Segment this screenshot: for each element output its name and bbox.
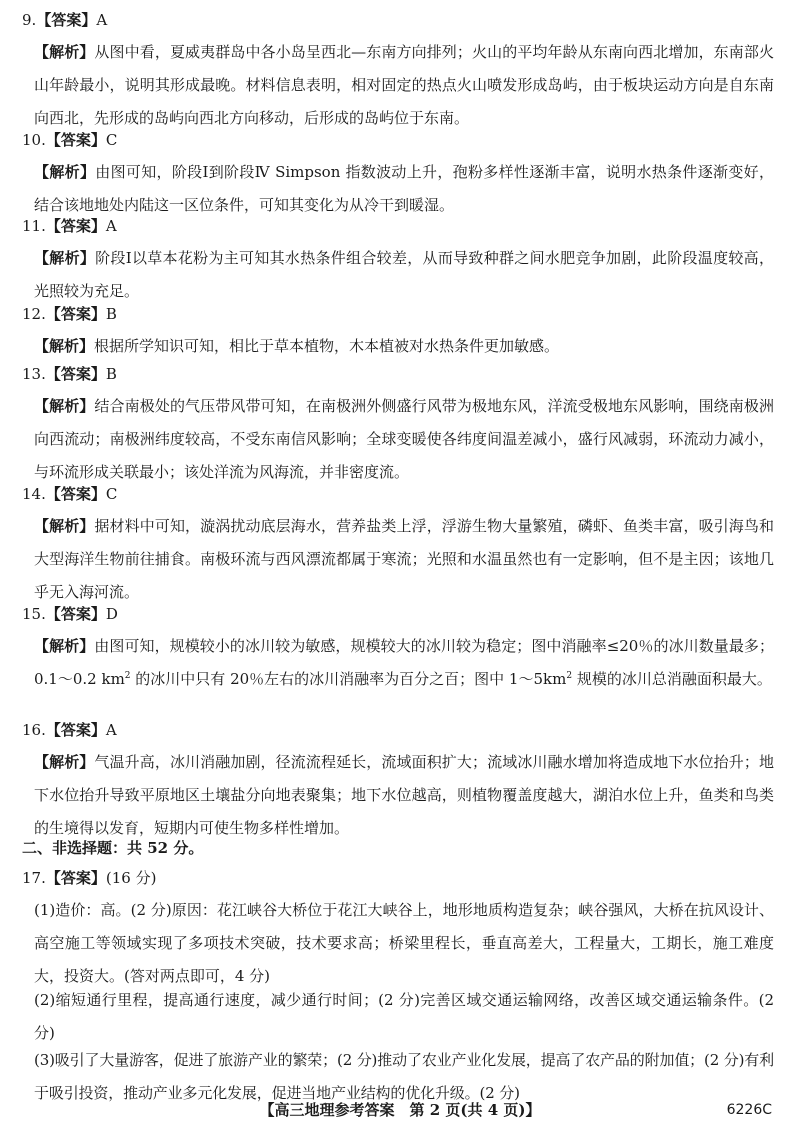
explanation-text: 结合南极处的气压带风带可知，在南极洲外侧盛行风带为极地东风，洋流受极地东风影响，围绕南极洲向西流动；南极洲纬度较高，不受东南信风影响；全球变暖使各纬度间温差减小，盛行风减弱，环流动力减小，与环流形成关联最小；该处洋流为风海流，并非密度流。 xyxy=(34,397,774,481)
explanation-tag: 【解析】 xyxy=(34,637,95,655)
answer-tag: 【答案】 xyxy=(45,721,106,739)
answer-tag: 【答案】 xyxy=(45,869,106,887)
section-title: 二、非选择题：共 52 分。 xyxy=(22,839,204,857)
question-17-answer xyxy=(22,868,156,888)
question-11-explanation xyxy=(34,242,774,308)
answer-tag: 【答案】 xyxy=(45,217,106,235)
answer-tag: 【答案】 xyxy=(45,131,106,149)
question-10-answer xyxy=(22,130,117,150)
page-footer-code: 6226C xyxy=(726,1102,772,1118)
answer-choice: C xyxy=(105,131,118,149)
answer-tag: 【答案】 xyxy=(45,605,106,623)
question-number: 15. xyxy=(22,605,46,623)
explanation-tag: 【解析】 xyxy=(34,249,96,267)
question-number: 9. xyxy=(22,11,37,29)
question-11-answer xyxy=(22,216,117,236)
question-16-explanation xyxy=(34,746,774,845)
answer-choice: C xyxy=(105,485,118,503)
question-10-explanation xyxy=(34,156,774,222)
question-number: 13. xyxy=(22,365,46,383)
explanation-tag: 【解析】 xyxy=(34,753,95,771)
question-12-answer xyxy=(22,304,117,324)
question-17-part-3: (3)吸引了大量游客，促进了旅游产业的繁荣；(2 分)推动了农业产业化发展，提高了农产品的附加值；(2 分)有利于吸引投资，推动产业多元化发展，促进当地产业结构的优化升级。(2 分) xyxy=(34,1051,774,1102)
question-16-answer xyxy=(22,720,117,740)
explanation-text: 气温升高，冰川消融加剧，径流流程延长，流域面积扩大；流域冰川融水增加将造成地下水位抬升；地下水位抬升导致平原地区土壤盐分向地表聚集；地下水位越高，则植物覆盖度越大，湖泊水位上升，鱼类和鸟类的生境得以发育，短期内可使生物多样性增加。 xyxy=(34,753,774,837)
question-17-part-1: (1)造价：高。(2 分)原因：花江峡谷大桥位于花江大峡谷上，地形地质构造复杂；峡谷强风，大桥在抗风设计、高空施工等领域实现了多项技术突破，技术要求高；桥梁里程长，垂直高差大，工程量大，工期长，施工难度大，投资大。(答对两点即可，4 分) xyxy=(34,901,774,985)
question-14-answer xyxy=(22,484,117,504)
explanation-text: 据材料中可知，漩涡扰动底层海水，营养盐类上浮，浮游生物大量繁殖，磷虾、鱼类丰富，吸引海鸟和大型海洋生物前往捕食。南极环流与西风漂流都属于寒流；光照和水温虽然也有一定影响，但不是主因；该地几乎无入海河流。 xyxy=(34,517,774,601)
question-13-answer xyxy=(22,364,117,384)
answer-choice: A xyxy=(96,11,108,29)
score-note: (16 分) xyxy=(105,869,157,887)
explanation-text: 的冰川中只有 20％左右的冰川消融率为百分之百；图中 1～5km xyxy=(130,670,567,688)
answer-choice: D xyxy=(105,605,118,623)
explanation-tag: 【解析】 xyxy=(34,43,95,61)
question-number: 12. xyxy=(22,305,46,323)
question-14-explanation xyxy=(34,510,774,609)
explanation-tag: 【解析】 xyxy=(34,397,95,415)
question-number: 16. xyxy=(22,721,46,739)
explanation-tag: 【解析】 xyxy=(34,337,95,355)
question-15-explanation xyxy=(34,630,774,696)
question-number: 11. xyxy=(22,217,46,235)
question-17-part-2: (2)缩短通行里程，提高通行速度，减少通行时间；(2 分)完善区域交通运输网络，改善区域交通运输条件。(2 分) xyxy=(34,991,774,1042)
page-footer-title: 【高三地理参考答案 第 2 页(共 4 页)】 xyxy=(259,1101,541,1119)
explanation-text: 从图中看，夏威夷群岛中各小岛呈西北—东南方向排列；火山的平均年龄从东南向西北增加，东南部火山年龄最小，说明其形成最晚。材料信息表明，相对固定的热点火山喷发形成岛屿，由于板块运动方向是自东南向西北，先形成的岛屿向西北方向移动，后形成的岛屿位于东南。 xyxy=(34,43,774,127)
answer-choice: A xyxy=(105,217,117,235)
answer-choice: A xyxy=(105,721,117,739)
question-9-answer xyxy=(22,10,107,30)
question-number: 10. xyxy=(22,131,46,149)
explanation-text: 根据所学知识可知，相比于草本植物，木本植被对水热条件更加敏感。 xyxy=(94,337,560,355)
explanation-text: 由图可知，规模较小的冰川较为敏感，规模较大的冰川较为稳定；图中消融率≤20％的冰川数量最多；0.1～0.2 km xyxy=(34,637,774,688)
question-number: 14. xyxy=(22,485,46,503)
answer-tag: 【答案】 xyxy=(36,11,97,29)
question-15-answer xyxy=(22,604,118,624)
answer-tag: 【答案】 xyxy=(45,485,106,503)
question-12-explanation xyxy=(34,330,774,363)
explanation-text: 阶段Ⅰ以草本花粉为主可知其水热条件组合较差，从而导致种群之间水肥竞争加剧，此阶段温度较高，光照较为充足。 xyxy=(34,249,774,300)
question-number: 17. xyxy=(22,869,46,887)
answer-tag: 【答案】 xyxy=(45,365,106,383)
answer-choice: B xyxy=(105,305,117,323)
answer-tag: 【答案】 xyxy=(45,305,106,323)
superscript: 2 xyxy=(566,671,573,681)
explanation-text: 规模的冰川总消融面积最大。 xyxy=(572,670,772,688)
explanation-tag: 【解析】 xyxy=(34,517,95,535)
superscript: 2 xyxy=(124,671,131,681)
explanation-tag: 【解析】 xyxy=(34,163,96,181)
question-9-explanation xyxy=(34,36,774,135)
question-13-explanation xyxy=(34,390,774,489)
answer-choice: B xyxy=(105,365,117,383)
explanation-text: 由图可知，阶段Ⅰ到阶段Ⅳ Simpson 指数波动上升，孢粉多样性逐渐丰富，说明水热条件逐渐变好，结合该地地处内陆这一区位条件，可知其变化为从冷干到暖湿。 xyxy=(34,163,774,214)
